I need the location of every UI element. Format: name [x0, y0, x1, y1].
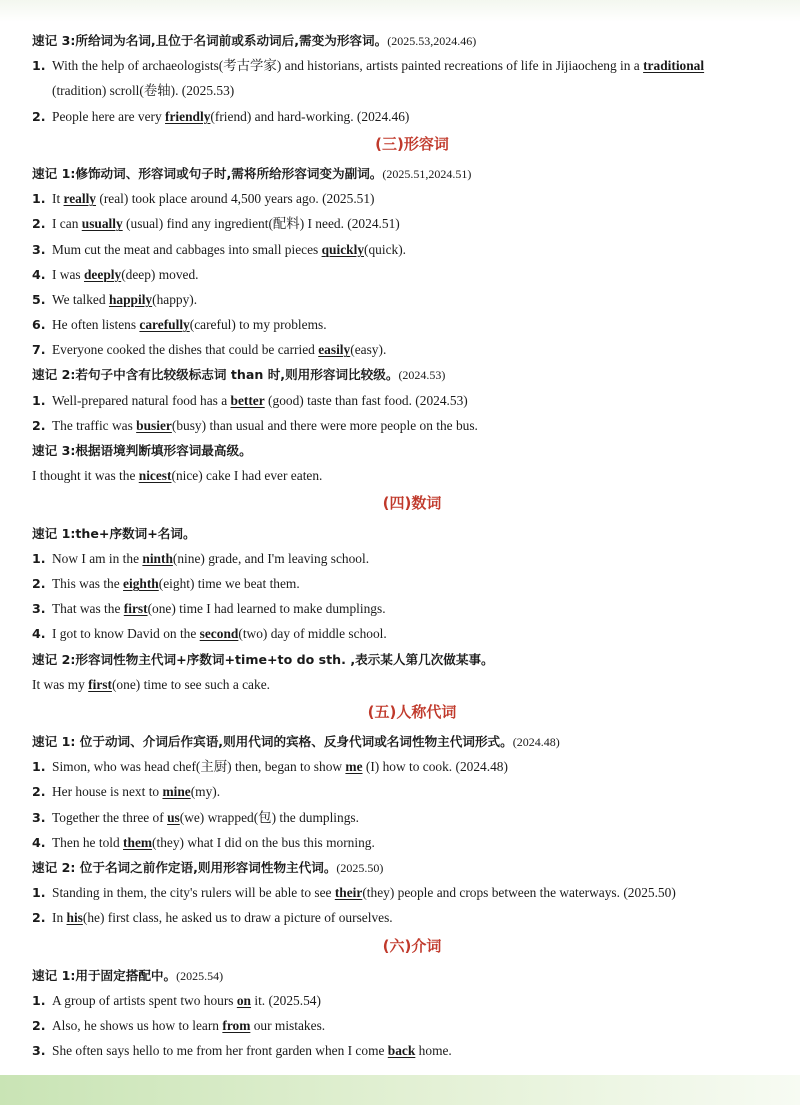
exercise-item [32, 186, 792, 211]
answer-word: nicest [138, 468, 172, 484]
exercise-text-before: It [52, 191, 64, 207]
item-number: 1. [32, 759, 46, 775]
exercise-item [32, 805, 792, 830]
exercise-text-after: our mistakes. [250, 1018, 326, 1034]
item-number: 1. [32, 392, 46, 408]
section-heading: (五)人称代词 [367, 702, 457, 721]
exercise-text-before: In [52, 910, 67, 926]
exercise-text-before: This was the [52, 575, 124, 591]
tip-source: (2024.48) [512, 735, 560, 750]
exercise-item [32, 262, 792, 287]
item-number: 3. [32, 241, 46, 257]
answer-word: on [236, 992, 252, 1008]
answer-word: better [230, 392, 265, 408]
exercise-item [32, 1038, 792, 1063]
exercise-plain [32, 463, 792, 488]
exercise-text-before: I thought it was the [32, 468, 139, 484]
item-number: 1. [32, 885, 46, 901]
exercise-item [32, 337, 792, 362]
tip-text: 速记 2:若句子中含有比较级标志词 than 时,则用形容词比较级。 [32, 367, 399, 383]
item-number: 2. [32, 417, 46, 433]
item-number: 4. [32, 626, 46, 642]
exercise-text-after: (nine) grade, and I'm leaving school. [172, 550, 370, 566]
answer-word: traditional [643, 58, 705, 74]
exercise-text-after: (careful) to my problems. [189, 317, 327, 333]
item-number: 3. [32, 1043, 46, 1059]
exercise-item [32, 754, 792, 779]
exercise-item [32, 621, 792, 646]
tip-source: (2025.53,2024.46) [387, 34, 477, 48]
answer-word: back [387, 1043, 416, 1059]
exercise-item [32, 880, 792, 905]
exercise-text-after: home. [415, 1043, 452, 1059]
item-number: 1. [32, 550, 46, 566]
item-number: 2. [32, 1018, 46, 1034]
exercise-text-before: I got to know David on the [52, 626, 200, 642]
answer-word: first [88, 676, 112, 692]
tip-note [32, 855, 792, 880]
exercise-text-after: (real) took place around 4,500 years ago. (2025.51) [96, 191, 375, 207]
answer-word: carefully [139, 317, 190, 333]
answer-word: usually [81, 216, 123, 232]
exercise-text-before: A group of artists spent two hours [52, 992, 237, 1008]
exercise-item [32, 211, 792, 236]
item-number: 2. [32, 216, 46, 232]
exercise-text-after: it. (2025.54) [251, 992, 321, 1008]
item-number: 6. [32, 317, 46, 333]
exercise-item [32, 905, 792, 930]
exercise-text-after: (we) wrapped(包) the dumplings. [179, 809, 359, 825]
answer-word: easily [318, 342, 351, 358]
answer-word: first [123, 601, 148, 617]
exercise-text-after: (usual) find any ingredient(配料) I need. (2024.51) [122, 216, 400, 232]
exercise-text-before: We talked [52, 291, 109, 307]
exercise-text-before: Her house is next to [52, 784, 163, 800]
exercise-plain [32, 672, 792, 697]
section-heading: (三)形容词 [375, 134, 449, 153]
top-band [0, 0, 800, 22]
answer-word: me [345, 759, 363, 775]
section-heading: (六)介词 [382, 936, 442, 955]
tip-note [32, 647, 792, 672]
exercise-text-after: (good) taste than fast food. (2024.53) [264, 392, 468, 408]
exercise-text-before: Also, he shows us how to learn [52, 1018, 223, 1034]
exercise-text: (tradition) scroll(卷轴). (2025.53) [52, 83, 235, 99]
tip-text: 速记 1: 位于动词、介词后作宾语,则用代词的宾格、反身代词或名词性物主代词形式。 [32, 734, 513, 750]
tip-note [32, 521, 792, 546]
exercise-item [32, 413, 792, 438]
tip-note [32, 729, 792, 754]
item-number: 4. [32, 266, 46, 282]
exercise-item [32, 779, 792, 804]
tip-text: 速记 3:所给词为名词,且位于名词前或系动词后,需变为形容词。 [32, 33, 388, 48]
exercise-text-after: (one) time to see such a cake. [111, 676, 270, 692]
exercise-text-after: (they) people and crops between the waterways. (2025.50) [362, 885, 676, 901]
answer-word: quickly [321, 241, 365, 257]
answer-word: really [63, 191, 97, 207]
tip-text: 速记 1:用于固定搭配中。 [32, 967, 177, 983]
exercise-text-after: (they) what I did on the bus this morning. [152, 834, 375, 850]
answer-word: from [222, 1018, 251, 1034]
worksheet-page [32, 28, 792, 1064]
section-heading: (四)数词 [382, 494, 442, 513]
exercise-text-before: She often says hello to me from her front garden when I come [52, 1043, 388, 1059]
exercise-item [32, 104, 792, 129]
item-number: 3. [32, 601, 46, 617]
exercise-continuation [32, 78, 792, 103]
item-number: 1. [32, 58, 46, 74]
answer-word: ninth [142, 550, 173, 566]
exercise-text-before: Simon, who was head chef(主厨) then, began to show [52, 759, 346, 775]
exercise-text-after: (eight) time we beat them. [158, 575, 300, 591]
exercise-text-after: (I) how to cook. (2024.48) [362, 759, 508, 775]
exercise-text-before: That was the [52, 601, 124, 617]
exercise-item [32, 571, 792, 596]
tip-source: (2024.53) [398, 368, 446, 383]
tip-text: 速记 1:the+序数词+名词。 [32, 525, 196, 541]
exercise-text-before: People here are very [52, 108, 166, 124]
item-number: 7. [32, 342, 46, 358]
tip-note [32, 28, 792, 53]
exercise-text-before: Everyone cooked the dishes that could be carried [52, 342, 319, 358]
exercise-text-before: Standing in them, the city's rulers will be able to see [52, 885, 335, 901]
item-number: 3. [32, 809, 46, 825]
tip-note [32, 161, 792, 186]
exercise-text-after: (two) day of middle school. [238, 626, 387, 642]
tip-source: (2025.54) [176, 968, 224, 983]
exercise-item [32, 287, 792, 312]
exercise-text-before: Then he told [52, 834, 124, 850]
item-number: 2. [32, 108, 46, 124]
answer-word: busier [136, 417, 172, 433]
answer-word: us [167, 809, 180, 825]
answer-word: friendly [165, 108, 211, 124]
exercise-text-before: Now I am in the [52, 550, 143, 566]
exercise-item [32, 546, 792, 571]
tip-note [32, 438, 792, 463]
exercise-text-after: (happy). [152, 291, 198, 307]
answer-word: eighth [123, 575, 159, 591]
exercise-item [32, 53, 792, 78]
exercise-text-before: With the help of archaeologists(考古学家) and historians, artists painted recreations of life in Jijiaocheng in a [52, 58, 644, 74]
exercise-text-after: (he) first class, he asked us to draw a picture of ourselves. [82, 910, 393, 926]
answer-word: deeply [83, 266, 122, 282]
item-number: 5. [32, 291, 46, 307]
exercise-text-before: I can [52, 216, 82, 232]
item-number: 2. [32, 575, 46, 591]
tip-text: 速记 2: 位于名词之前作定语,则用形容词性物主代词。 [32, 860, 337, 875]
exercise-text-after: (quick). [364, 241, 407, 257]
tip-source: (2025.50) [336, 861, 384, 875]
answer-word: their [334, 885, 363, 901]
exercise-text-after: (busy) than usual and there were more people on the bus. [171, 417, 478, 433]
exercise-item [32, 596, 792, 621]
exercise-item [32, 830, 792, 855]
exercise-text-after: (one) time I had learned to make dumplings. [147, 601, 386, 617]
tip-text: 速记 3:根据语境判断填形容词最高级。 [32, 443, 252, 458]
answer-word: happily [108, 291, 153, 307]
answer-word: his [66, 910, 83, 926]
tip-note [32, 362, 792, 387]
exercise-item [32, 1013, 792, 1038]
answer-word: mine [162, 784, 191, 800]
exercise-item [32, 312, 792, 337]
exercise-text-before: Well-prepared natural food has a [52, 392, 231, 408]
answer-word: second [199, 626, 239, 642]
exercise-text-after: (deep) moved. [121, 266, 199, 282]
tip-text: 速记 2:形容词性物主代词+序数词+time+to do sth. ,表示某人第几次做某事。 [32, 651, 494, 667]
exercise-item [32, 237, 792, 262]
exercise-text-after: (friend) and hard-working. (2024.46) [210, 108, 410, 124]
answer-word: them [123, 834, 153, 850]
item-number: 2. [32, 784, 46, 800]
exercise-item [32, 988, 792, 1013]
tip-text: 速记 1:修饰动词、形容词或句子时,需将所给形容词变为副词。 [32, 165, 383, 181]
exercise-text-after: (easy). [350, 342, 387, 358]
exercise-text-before: The traffic was [52, 417, 137, 433]
exercise-text-before: Mum cut the meat and cabbages into small pieces [52, 241, 322, 257]
tip-note [32, 963, 792, 988]
bottom-band [0, 1075, 800, 1105]
item-number: 4. [32, 834, 46, 850]
tip-source: (2025.51,2024.51) [382, 166, 472, 181]
exercise-text-before: It was my [32, 676, 89, 692]
item-number: 1. [32, 191, 46, 207]
exercise-text-before: Together the three of [52, 809, 168, 825]
item-number: 2. [32, 910, 46, 926]
exercise-text-after: (my). [190, 784, 221, 800]
item-number: 1. [32, 992, 46, 1008]
exercise-text-before: He often listens [52, 317, 140, 333]
exercise-text-before: I was [52, 266, 84, 282]
exercise-text-after: (nice) cake I had ever eaten. [171, 468, 323, 484]
exercise-item [32, 388, 792, 413]
